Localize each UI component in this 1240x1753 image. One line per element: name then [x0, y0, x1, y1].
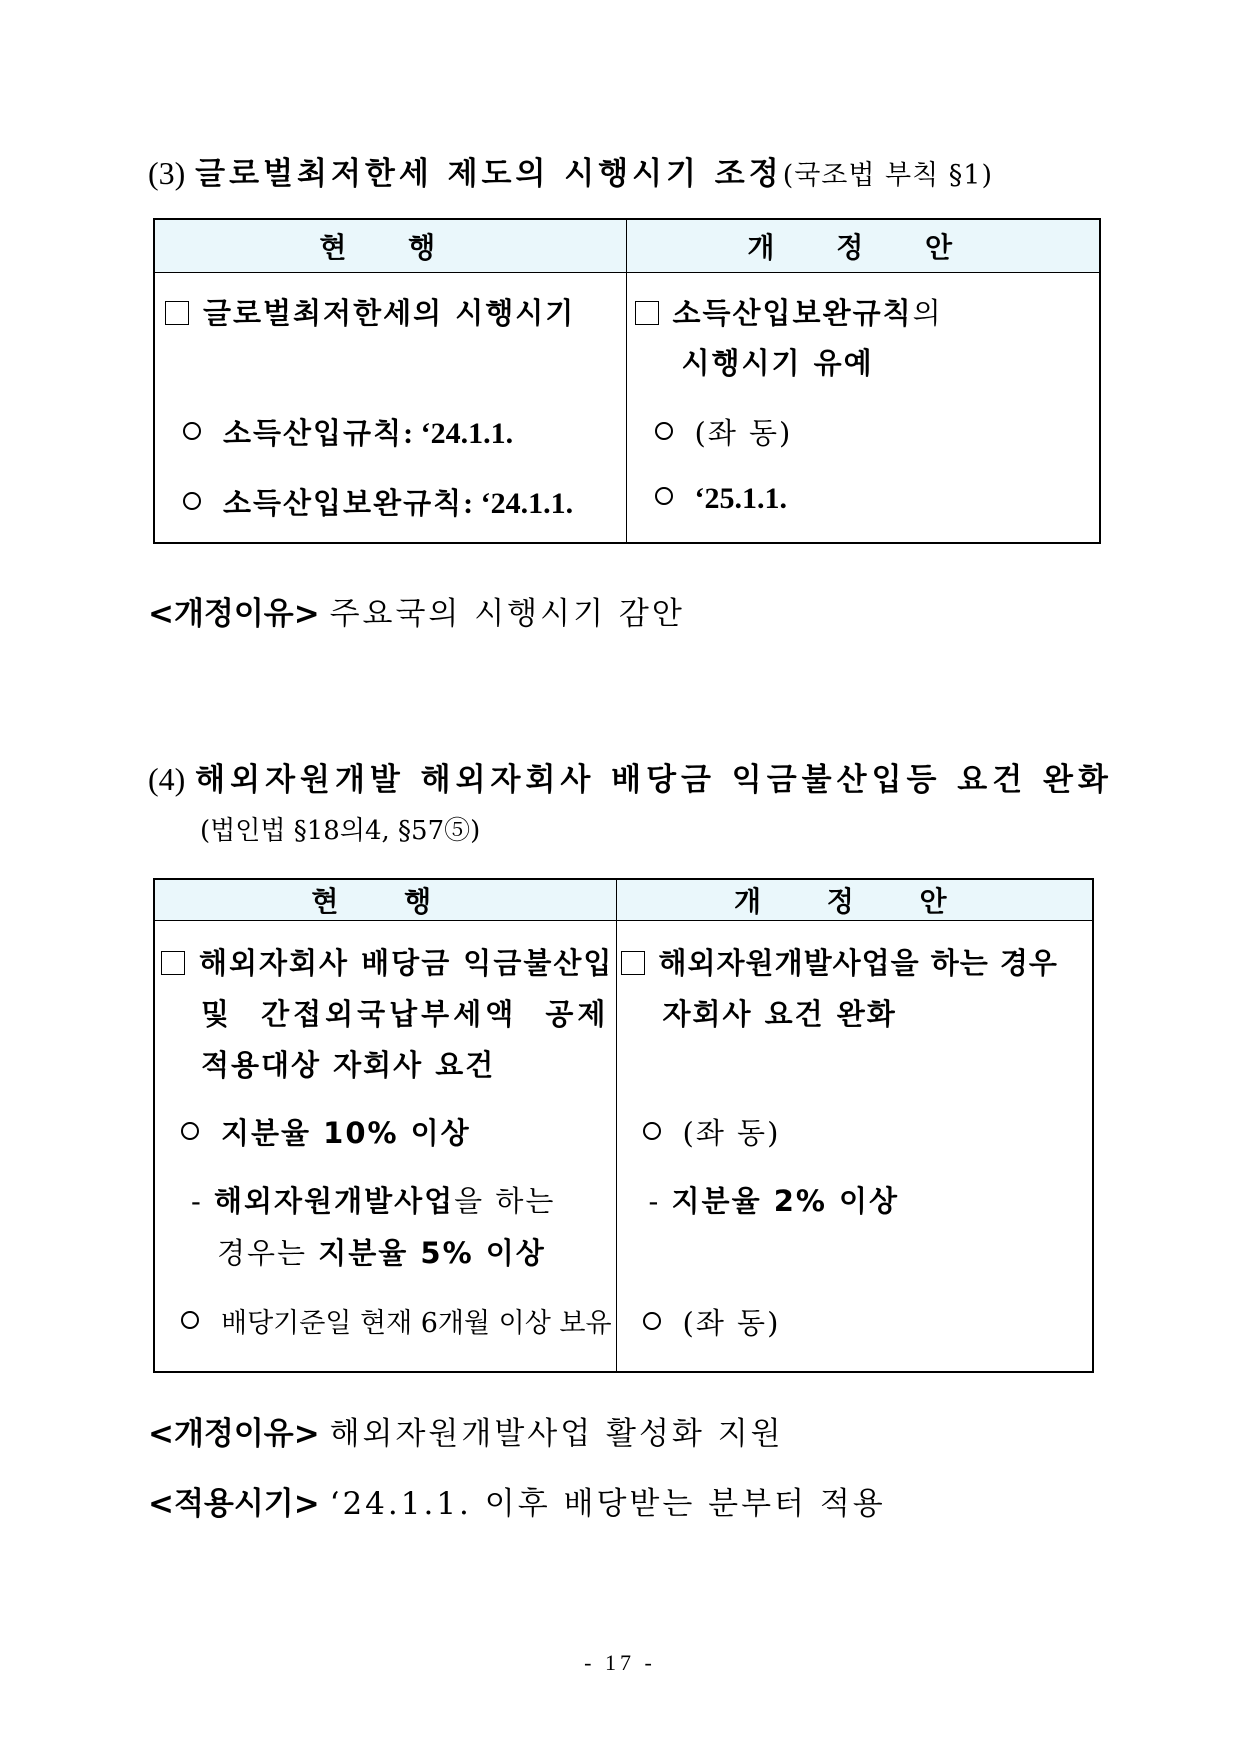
section3-heading [148, 148, 993, 193]
bullet-circle-icon [181, 1311, 199, 1329]
section4-current-item-line3: 적용대상 자회사 요건 [201, 1048, 496, 1082]
section4-current-sub2: 배당기준일 현재 6개월 이상 보유 [181, 1301, 612, 1340]
section3-header-current: 현 행 [154, 219, 626, 273]
section3-title: 글로벌최저한세 제도의 시행시기 조정 [195, 156, 783, 192]
section4-ref: (법인법 §18의4, §57⑤) [200, 816, 481, 846]
section4-number: (4) [148, 761, 186, 797]
section3-table [153, 218, 1101, 544]
checkbox-icon [161, 951, 185, 975]
apply-text: ‘24.1.1. 이후 배당받는 분부터 적용 [329, 1486, 886, 1522]
section4-reason [148, 1408, 784, 1453]
apply-tag: <적용시기> [148, 1486, 320, 1522]
bullet-circle-icon [181, 1122, 199, 1140]
bullet-circle-icon [183, 492, 201, 510]
section4-header-proposed: 개 정 안 [616, 879, 1093, 921]
section4-proposed-cell [616, 921, 1093, 1373]
checkbox-icon [621, 951, 645, 975]
section3-current-sub2: 소득산입보완규칙: ‘24.1.1. [183, 481, 573, 522]
section3-ref: (국조법 부칙 §1) [782, 160, 994, 191]
bullet-circle-icon [655, 422, 673, 440]
section4-current-sub1: 지분율 10% 이상 [181, 1111, 471, 1152]
section4-header-current: 현 행 [154, 879, 616, 921]
section4-proposed-sub2: (좌 동) [643, 1301, 781, 1342]
section4-current-item: 해외자회사 배당금 익금불산입 [161, 941, 613, 982]
section3-proposed-item-line2: 시행시기 유예 [681, 346, 874, 380]
section4-title: 해외자원개발 해외자회사 배당금 익금불산입등 요건 완화 [195, 762, 1113, 798]
bullet-circle-icon [183, 422, 201, 440]
bullet-circle-icon [655, 487, 673, 505]
section4-current-dash-line2: 경우는 지분율 5% 이상 [217, 1236, 546, 1270]
section4-current-dash: - 해외자원개발사업을 하는 [191, 1184, 556, 1218]
reason-text: 해외자원개발사업 활성화 지원 [329, 1416, 784, 1452]
reason-tag: <개정이유> [148, 1416, 320, 1452]
section3-current-sub1: 소득산입규칙: ‘24.1.1. [183, 411, 513, 452]
section3-number: (3) [148, 155, 186, 191]
section3-current-cell [154, 273, 626, 544]
section3-proposed-item: 소득산입보완규칙의 [635, 291, 943, 332]
bullet-circle-icon [643, 1122, 661, 1140]
section4-proposed-sub1: (좌 동) [643, 1111, 781, 1152]
section4-proposed-item: 해외자원개발사업을 하는 경우 [621, 941, 1058, 982]
section3-proposed-sub1: (좌 동) [655, 411, 793, 452]
section4-apply [148, 1478, 886, 1523]
section4-current-item-line2: 및 간접외국납부세액 공제 [201, 997, 610, 1031]
section3-proposed-cell [626, 273, 1100, 544]
section4-current-cell [154, 921, 616, 1373]
checkbox-icon [635, 301, 659, 325]
page-number: - 17 - [584, 1650, 656, 1675]
section4-heading [148, 754, 1113, 799]
checkbox-icon [165, 301, 189, 325]
section4-proposed-item-line2: 자회사 요건 완화 [662, 997, 897, 1031]
reason-tag: <개정이유> [148, 596, 320, 632]
section3-reason [148, 588, 685, 633]
reason-text: 주요국의 시행시기 감안 [329, 596, 685, 632]
section4-table [153, 878, 1094, 1373]
section3-header-proposed: 개 정 안 [626, 219, 1100, 273]
section4-proposed-dash: - 지분율 2% 이상 [648, 1184, 900, 1218]
section3-proposed-sub2: ‘25.1.1. [655, 481, 788, 516]
bullet-circle-icon [643, 1312, 661, 1330]
section3-current-item: 글로벌최저한세의 시행시기 [165, 291, 575, 332]
